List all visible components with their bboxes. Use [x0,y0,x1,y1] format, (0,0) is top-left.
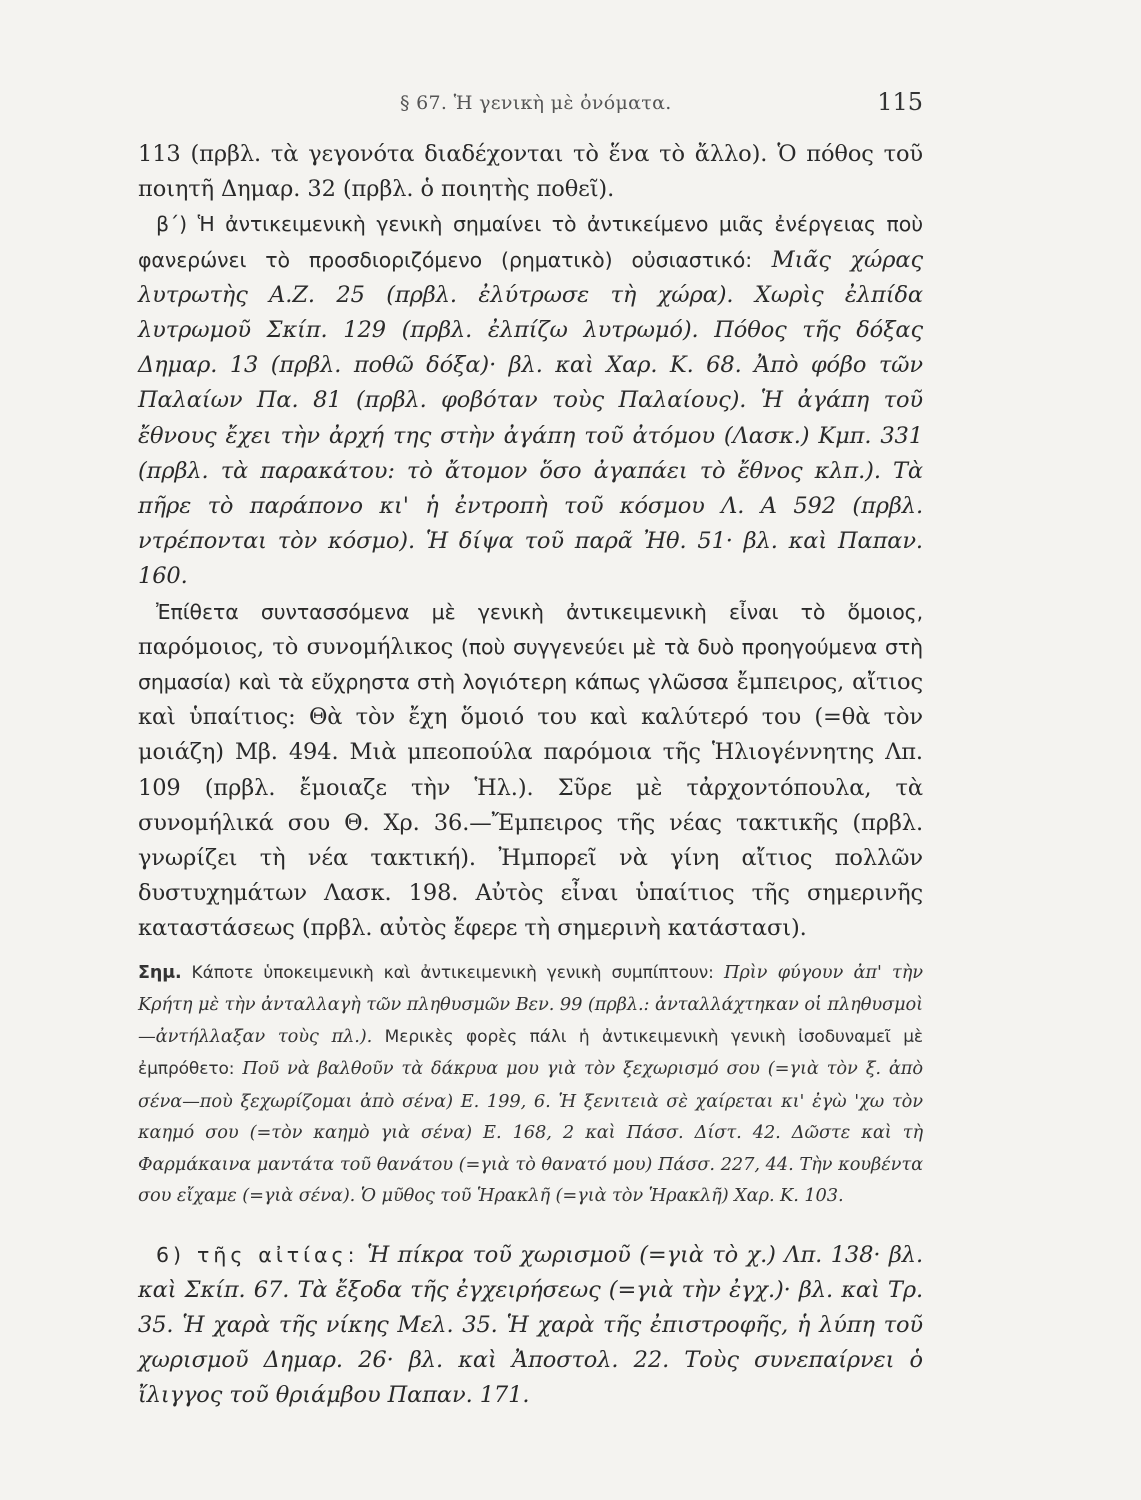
note-lead: Κάποτε ὑποκειμενικὴ καὶ ἀντικειμενικὴ γενικὴ συμπίπτουν: [181,962,714,983]
page-number: 115 [877,88,923,116]
note-label: Σημ. [138,962,182,983]
paragraph-examples: Μιᾶς χώρας λυτρωτὴς Α.Ζ. 25 (πρβλ. ἐλύτρωσε τὴ χώρα). Χωρὶς ἐλπίδα λυτρωμοῦ Σκίπ. 129 (πρβλ. ἐλπίζω λυτρωμό). Πόθος τῆς δόξας Δημαρ. 13 (πρβλ. ποθῶ δόξα)· βλ. καὶ Χαρ. Κ. 68. Ἀπὸ φόβο τῶν Παλαίων Πα. 81 (πρβλ. φοβόταν τοὺς Παλαίους). Ἡ ἀγάπη τοῦ ἔθνους ἔχει τὴν ἀρχή της στὴν ἀγάπη τοῦ ἀτόμου (Λασκ.) Κμπ. 331 (πρβλ. τὰ παρακάτου: τὸ ἄτομον ὅσο ἀγαπάει τὸ ἔθνος κλπ.). Τὰ πῆρε τὸ παράπονο κι' ἡ ἐντροπὴ τοῦ κόσμου Λ. Α 592 (πρβλ. ντρέπονται τὸν κόσμο). Ἡ δίψα τοῦ παρᾶ Ἠθ. 51· βλ. καὶ Παπαν. 160. [138,246,923,590]
note-examples: Πρὶν φύγουν ἀπ' τὴν Κρήτη μὲ τὴν ἀνταλλαγὴ τῶν πληθυσμῶν Βεν. 99 (πρβλ.: ἀνταλλάχτηκαν οἱ πληθυσμοὶ—ἀντήλλαξαν τοὺς πλ.). [138,961,923,1047]
section-heading: 6) τῆς αἰτίας: [156,1242,359,1267]
section-cause-genitive [138,1238,923,1414]
note-examples-second: Ποῦ νὰ βαλθοῦν τὰ δάκρυα μου γιὰ τὸν ξεχωρισμό σου (=γιὰ τὸν ξ. ἀπὸ σένα—ποὺ ξεχωρίζομαι ἀπὸ σένα) Ε. 199, 6. Ἡ ξενιτειὰ σὲ χαίρεται κι' ἐγὼ 'χω τὸν καημό σου (=τὸν καημὸ γιὰ σένα) Ε. 168, 2 καὶ Πάσσ. Δίστ. 42. Δῶστε καὶ τὴ Φαρμάκαινα μαντάτα τοῦ θανάτου (=γιὰ τὸ θανατό μου) Πάσσ. 227, 44. Τὴν κουβέντα σου εἴχαμε (=γιὰ σένα). Ὁ μῦθος τοῦ Ἡρακλῆ (=γιὰ τὸν Ἡρακλῆ) Χαρ. Κ. 103. [138,1058,923,1207]
page-body [138,137,923,1414]
paragraph-continuation [138,137,923,207]
section-examples: Ἡ πίκρα τοῦ χωρισμοῦ (=γιὰ τὸ χ.) Λπ. 138· βλ. καὶ Σκίπ. 67. Τὰ ἔξοδα τῆς ἐγχειρήσεως (=γιὰ τὴν ἐγχ.)· βλ. καὶ Τρ. 35. Ἡ χαρὰ τῆς νίκης Μελ. 35. Ἡ χαρὰ τῆς ἐπιστροφῆς, ἡ λύπη τοῦ χωρισμοῦ Δημαρ. 26· βλ. καὶ Ἀποστολ. 22. Τοὺς συνεπαίρνει ὁ ἴλιγγος τοῦ θριάμβου Παπαν. 171. [138,1241,923,1409]
footnote-remark [138,957,923,1212]
paragraph-text: 113 (πρβλ. τὰ γεγονότα διαδέχονται τὸ ἕνα τὸ ἄλλο). Ὁ πόθος τοῦ ποιητῆ Δημαρ. 32 (πρβλ. ὁ ποιητὴς ποθεῖ). [138,141,923,203]
paragraph-lead: Ἐπίθετα συντασσόμενα μὲ γενικὴ ἀντικειμενικὴ εἶναι τὸ ὅμοιος, [156,599,923,624]
paragraph-adjective-list: παρόμοιος, τὸ συνομήλικος [138,633,454,660]
paragraph-examples: ἔμπειρος, αἴτιος καὶ ὑπαίτιος: Θὰ τὸν ἔχη ὅμοιό του καὶ καλύτερό του (=θὰ τὸν μοιάζη) Μβ. 494. Μιὰ μπεοπούλα παρόμοια τῆς Ἡλιογέννητης Λπ. 109 (πρβλ. ἔμοιαζε τὴν Ἡλ.). Σῦρε μὲ τἀρχοντόπουλα, τὰ συνομήλικά σου Θ. Χρ. 36.—Ἔμπειρος τῆς νέας τακτικῆς (πρβλ. γνωρίζει τὴ νέα τακτική). Ἠμπορεῖ νὰ γίνη αἴτιος πολλῶν δυστυχημάτων Λασκ. 198. Αὐτὸς εἶναι ὑπαίτιος τῆς σημερινῆς καταστάσεως (πρβλ. αὐτὸς ἔφερε τὴ σημερινὴ κατάστασι). [138,669,923,942]
running-head: § 67. Ἡ γενικὴ μὲ ὀνόματα. [400,92,672,114]
note-lead-second: Μερικὲς φορὲς πάλι ἡ ἀντικειμενικὴ γενικὴ ἰσοδυναμεῖ μὲ ἐμπρόθετο: [138,1026,924,1080]
paragraph-lead-continued: (ποὺ συγγενεύει μὲ τὰ δυὸ προηγούμενα στὴ σημασία) καὶ τὰ εὔχρηστα στὴ λογιότερη κάπως γλῶσσα [138,634,923,695]
paragraph-adjectives [138,595,923,947]
paragraph-lead: β΄) Ἡ ἀντικειμενικὴ γενικὴ σημαίνει τὸ ἀντικείμενο μιᾶς ἐνέργειας ποὺ φανερώνει τὸ προσδιοριζόμενο (ρηματικὸ) οὐσιαστικό: [138,212,923,272]
page-header [138,88,923,122]
paragraph-objective-genitive [138,207,923,594]
